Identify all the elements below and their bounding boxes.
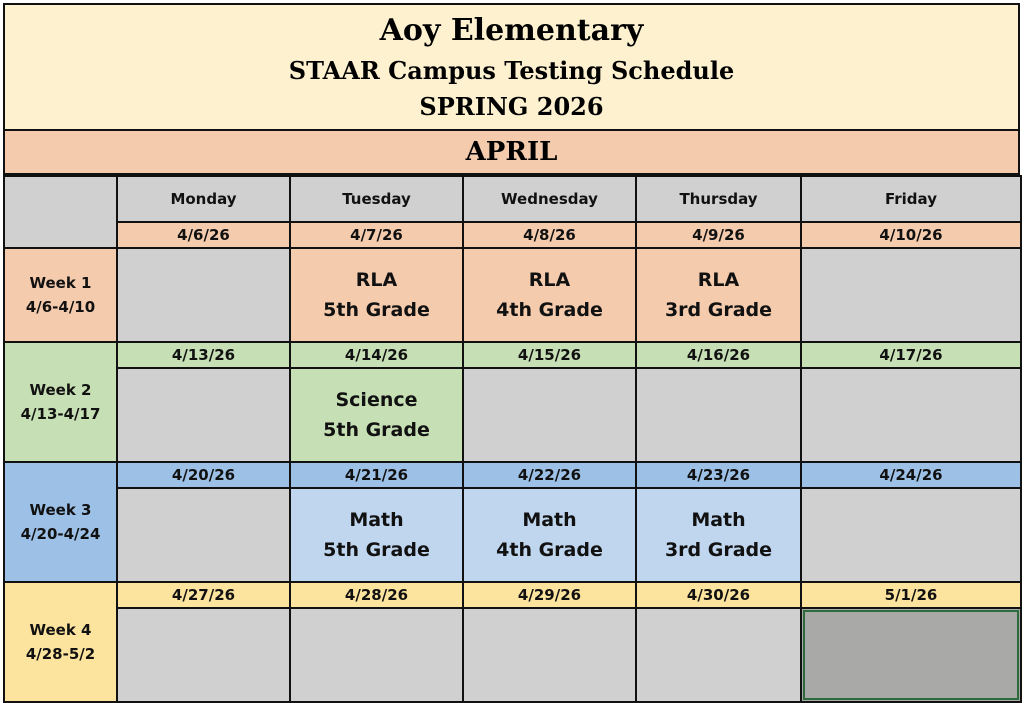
day-header-tuesday[interactable]: Tuesday [290, 176, 463, 222]
selected-cell[interactable] [801, 608, 1021, 702]
date-cell[interactable]: 4/21/26 [290, 462, 463, 488]
date-cell[interactable]: 4/20/26 [117, 462, 290, 488]
school-name: Aoy Elementary [379, 13, 644, 48]
date-cell[interactable]: 4/22/26 [463, 462, 636, 488]
test-cell[interactable] [463, 248, 636, 342]
week-range: 4/28-5/2 [25, 645, 96, 663]
date-cell[interactable]: 4/29/26 [463, 582, 636, 608]
date-cell[interactable]: 4/9/26 [636, 222, 801, 248]
test-grade: 5th Grade [323, 539, 430, 561]
week2-tests-row [4, 368, 1021, 462]
week-range: 4/13-4/17 [20, 405, 101, 423]
date-cell[interactable]: 4/23/26 [636, 462, 801, 488]
test-cell-empty[interactable] [636, 368, 801, 462]
test-cell-empty[interactable] [636, 608, 801, 702]
week2-date-row [4, 342, 1021, 368]
test-cell-empty[interactable] [117, 488, 290, 582]
day-header-row [4, 176, 1021, 222]
day-header-friday[interactable]: Friday [801, 176, 1021, 222]
month-header[interactable]: APRIL [3, 131, 1020, 175]
test-cell[interactable] [290, 488, 463, 582]
week3-date-row [4, 462, 1021, 488]
date-cell[interactable]: 4/10/26 [801, 222, 1021, 248]
test-subject: Math [522, 509, 577, 531]
test-subject: RLA [355, 269, 398, 291]
test-grade: 3rd Grade [664, 299, 773, 321]
schedule-title: STAAR Campus Testing Schedule [288, 56, 735, 85]
test-grade: 4th Grade [496, 539, 603, 561]
test-cell[interactable] [290, 248, 463, 342]
spreadsheet-sheet [3, 3, 1020, 703]
test-subject: Math [349, 509, 404, 531]
week1-tests-row [4, 248, 1021, 342]
test-cell-empty[interactable] [117, 248, 290, 342]
date-cell[interactable]: 4/16/26 [636, 342, 801, 368]
week-label: Week 4 [29, 621, 92, 639]
day-header-monday[interactable]: Monday [117, 176, 290, 222]
test-subject: RLA [528, 269, 571, 291]
date-cell[interactable]: 5/1/26 [801, 582, 1021, 608]
test-cell-empty[interactable] [801, 488, 1021, 582]
date-cell[interactable]: 4/6/26 [117, 222, 290, 248]
date-cell[interactable]: 4/15/26 [463, 342, 636, 368]
date-cell[interactable]: 4/24/26 [801, 462, 1021, 488]
date-cell[interactable]: 4/14/26 [290, 342, 463, 368]
test-subject: Science [335, 389, 418, 411]
week3-label-cell[interactable] [4, 462, 117, 582]
date-cell[interactable]: 4/28/26 [290, 582, 463, 608]
test-cell-empty[interactable] [801, 368, 1021, 462]
date-cell[interactable]: 4/30/26 [636, 582, 801, 608]
test-grade: 5th Grade [323, 419, 430, 441]
corner-cell[interactable] [4, 176, 117, 248]
week-label: Week 2 [29, 381, 92, 399]
test-cell-empty[interactable] [463, 608, 636, 702]
day-header-wednesday[interactable]: Wednesday [463, 176, 636, 222]
date-cell[interactable]: 4/7/26 [290, 222, 463, 248]
test-cell[interactable] [636, 488, 801, 582]
test-grade: 4th Grade [496, 299, 603, 321]
week-range: 4/20-4/24 [20, 525, 101, 543]
week2-label-cell[interactable] [4, 342, 117, 462]
date-cell[interactable]: 4/8/26 [463, 222, 636, 248]
week1-label-cell[interactable] [4, 248, 117, 342]
week4-date-row [4, 582, 1021, 608]
week-label: Week 1 [29, 274, 92, 292]
test-cell-empty[interactable] [290, 608, 463, 702]
test-grade: 5th Grade [323, 299, 430, 321]
date-cell[interactable]: 4/13/26 [117, 342, 290, 368]
test-cell[interactable] [290, 368, 463, 462]
schedule-table [3, 175, 1022, 703]
term-title: SPRING 2026 [419, 92, 604, 121]
week4-label-cell[interactable] [4, 582, 117, 702]
test-grade: 3rd Grade [664, 539, 773, 561]
day-header-thursday[interactable]: Thursday [636, 176, 801, 222]
test-cell[interactable] [463, 488, 636, 582]
date-cell[interactable]: 4/17/26 [801, 342, 1021, 368]
week4-tests-row [4, 608, 1021, 702]
title-block[interactable] [3, 3, 1020, 131]
week-label: Week 3 [29, 501, 92, 519]
week3-tests-row [4, 488, 1021, 582]
test-cell-empty[interactable] [117, 608, 290, 702]
week-range: 4/6-4/10 [25, 298, 96, 316]
test-cell[interactable] [636, 248, 801, 342]
test-subject: RLA [697, 269, 740, 291]
week1-date-row [4, 222, 1021, 248]
test-cell-empty[interactable] [117, 368, 290, 462]
test-cell-empty[interactable] [463, 368, 636, 462]
test-subject: Math [691, 509, 746, 531]
date-cell[interactable]: 4/27/26 [117, 582, 290, 608]
test-cell-empty[interactable] [801, 248, 1021, 342]
